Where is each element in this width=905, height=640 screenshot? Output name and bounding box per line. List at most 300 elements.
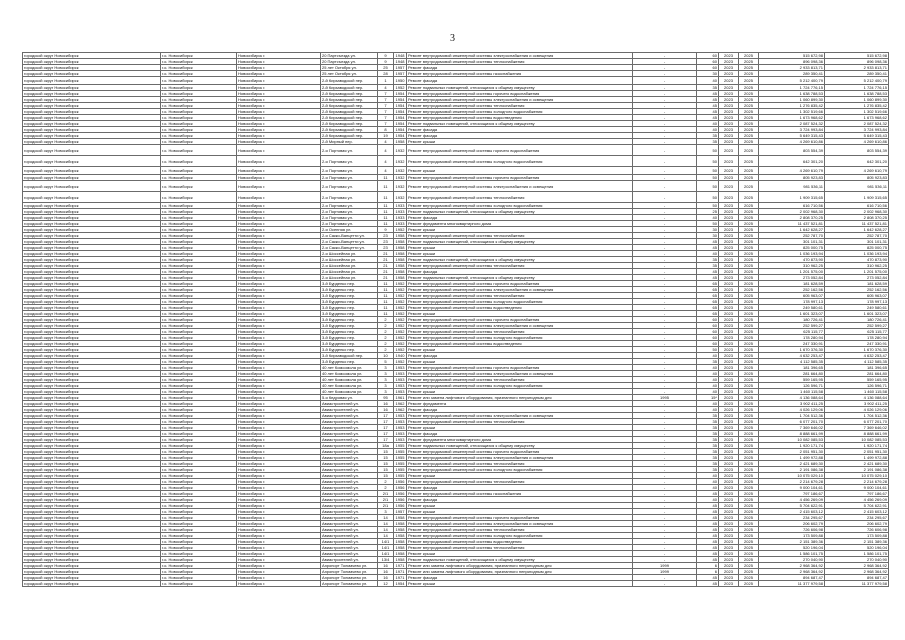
cost-cell: 1 673 968,62 <box>759 115 825 121</box>
year-cell: 1958 <box>394 251 407 257</box>
locality-cell: Новосибирск г. <box>237 133 321 139</box>
house-cell: 15 <box>378 449 394 455</box>
end-year-cell: 2025 <box>739 167 759 175</box>
total-cost-cell: 247 330,91 <box>825 341 889 347</box>
municipality-cell: городской округ Новосибирск <box>23 239 161 245</box>
lift-year-cell: - <box>633 431 697 437</box>
year-cell: 1932 <box>394 175 407 181</box>
lift-year-cell: - <box>633 115 697 121</box>
cost-cell: 4 269 610,86 <box>759 139 825 145</box>
house-cell: 21 <box>378 269 394 275</box>
house-cell: 3 <box>378 365 394 371</box>
year-cell: 1958 <box>394 233 407 239</box>
term-cell: 45 <box>697 557 719 563</box>
municipality-cell: городской округ Новосибирск <box>23 145 161 156</box>
year-cell: 1952 <box>394 299 407 305</box>
total-cost-cell: 1 670 376,30 <box>825 347 889 353</box>
end-year-cell: 2025 <box>739 455 759 461</box>
district-cell: г.о. Новосибирск <box>161 167 237 175</box>
work-type-cell: Ремонт внутридомовой инженерной системы теплоснабжения <box>407 103 633 109</box>
total-cost-cell: 252 599,27 <box>825 323 889 329</box>
term-cell: 45 <box>697 539 719 545</box>
street-cell: 3-й Бурденко пер. <box>321 323 378 329</box>
work-type-cell: Ремонт внутридомовой инженерной системы электроснабжения и освещения <box>407 455 633 461</box>
cost-cell: 2 421 689,30 <box>759 461 825 467</box>
street-cell: Авиастроителей ул. <box>321 503 378 509</box>
year-cell: 1956 <box>394 497 407 503</box>
municipality-cell: городской округ Новосибирск <box>23 156 161 167</box>
total-cost-cell: 616 710,56 <box>825 203 889 209</box>
term-cell: 60 <box>697 323 719 329</box>
municipality-cell: городской округ Новосибирск <box>23 557 161 563</box>
start-year-cell: 2023 <box>719 341 739 347</box>
term-cell: 35 <box>697 437 719 443</box>
work-type-cell: Ремонт подвальных помещений, относящихся к общему имуществу <box>407 443 633 449</box>
work-type-cell: Ремонт внутридомовой инженерной системы холодного водоснабжения <box>407 383 633 389</box>
start-year-cell: 2023 <box>719 401 739 407</box>
end-year-cell: 2025 <box>739 401 759 407</box>
end-year-cell: 2025 <box>739 233 759 239</box>
house-cell: 2 <box>378 335 394 341</box>
work-type-cell: Ремонт крыши <box>407 359 633 365</box>
start-year-cell: 2023 <box>719 233 739 239</box>
municipality-cell: городской округ Новосибирск <box>23 251 161 257</box>
total-cost-cell: 726 606,98 <box>825 527 889 533</box>
total-cost-cell: 206 602,79 <box>825 521 889 527</box>
municipality-cell: городской округ Новосибирск <box>23 515 161 521</box>
end-year-cell: 2025 <box>739 431 759 437</box>
term-cell: 40 <box>697 383 719 389</box>
district-cell: г.о. Новосибирск <box>161 497 237 503</box>
house-cell: 7 <box>378 103 394 109</box>
locality-cell: Новосибирск г. <box>237 181 321 192</box>
municipality-cell: городской округ Новосибирск <box>23 509 161 515</box>
end-year-cell: 2025 <box>739 359 759 365</box>
term-cell: 40 <box>697 401 719 407</box>
work-type-cell: Ремонт внутридомовой инженерной системы водоотведения <box>407 341 633 347</box>
term-cell: 35 <box>697 139 719 145</box>
term-cell: 45 <box>697 545 719 551</box>
locality-cell: Новосибирск г. <box>237 545 321 551</box>
cost-cell: 605 963,07 <box>759 293 825 299</box>
year-cell: 1953 <box>394 377 407 383</box>
district-cell: г.о. Новосибирск <box>161 233 237 239</box>
total-cost-cell: 1 460 115,58 <box>825 389 889 395</box>
work-type-cell: Ремонт фасада <box>407 127 633 133</box>
year-cell: 1952 <box>394 341 407 347</box>
end-year-cell: 2025 <box>739 533 759 539</box>
house-cell: 11 <box>378 215 394 221</box>
work-type-cell: Ремонт фасада <box>407 431 633 437</box>
start-year-cell: 2023 <box>719 77 739 85</box>
start-year-cell: 2023 <box>719 455 739 461</box>
total-cost-cell: 1 920 171,74 <box>825 443 889 449</box>
lift-year-cell: - <box>633 175 697 181</box>
start-year-cell: 2023 <box>719 521 739 527</box>
lift-year-cell: - <box>633 497 697 503</box>
district-cell: г.о. Новосибирск <box>161 145 237 156</box>
start-year-cell: 2023 <box>719 311 739 317</box>
municipality-cell: городской округ Новосибирск <box>23 449 161 455</box>
total-cost-cell: 605 963,07 <box>825 293 889 299</box>
end-year-cell: 2025 <box>739 299 759 305</box>
work-type-cell: Ремонт фасада <box>407 215 633 221</box>
term-cell: 40 <box>697 127 719 133</box>
cost-cell: 289 350,41 <box>759 71 825 77</box>
total-cost-cell: 805 923,83 <box>825 175 889 181</box>
term-cell: 60 <box>697 59 719 65</box>
total-cost-cell: 1 724 776,15 <box>825 85 889 91</box>
start-year-cell: 2023 <box>719 85 739 91</box>
house-cell: 11 <box>378 281 394 287</box>
total-cost-cell: 894 687,47 <box>825 575 889 581</box>
district-cell: г.о. Новосибирск <box>161 473 237 479</box>
locality-cell: Новосибирск г. <box>237 53 321 59</box>
end-year-cell: 2025 <box>739 181 759 192</box>
year-cell: 1952 <box>394 227 407 233</box>
municipality-cell: городской округ Новосибирск <box>23 299 161 305</box>
term-cell: 35 <box>697 419 719 425</box>
term-cell: 50 <box>697 175 719 181</box>
total-cost-cell: 1 642 628,27 <box>825 227 889 233</box>
total-cost-cell: 1 036 193,94 <box>825 251 889 257</box>
house-cell: 13/4 <box>378 557 394 563</box>
municipality-cell: городской округ Новосибирск <box>23 203 161 209</box>
lift-year-cell: - <box>633 377 697 383</box>
work-type-cell: Ремонт фасада <box>407 575 633 581</box>
term-cell: 40 <box>697 497 719 503</box>
district-cell: г.о. Новосибирск <box>161 575 237 581</box>
total-cost-cell: 1 276 835,42 <box>825 103 889 109</box>
year-cell: 1956 <box>394 503 407 509</box>
start-year-cell: 2023 <box>719 335 739 341</box>
municipality-cell: городской округ Новосибирск <box>23 209 161 215</box>
term-cell: 65 <box>697 311 719 317</box>
locality-cell: Новосибирск г. <box>237 245 321 251</box>
work-type-cell: Ремонт или замена лифтового оборудования, признанного непригодным для <box>407 569 633 575</box>
year-cell: 1955 <box>394 443 407 449</box>
district-cell: г.о. Новосибирск <box>161 389 237 395</box>
term-cell: 40 <box>697 473 719 479</box>
street-cell: Авиастроителей ул. <box>321 551 378 557</box>
house-cell: 7 <box>378 91 394 97</box>
term-cell: 60 <box>697 335 719 341</box>
end-year-cell: 2025 <box>739 581 759 587</box>
municipality-cell: городской округ Новосибирск <box>23 59 161 65</box>
total-cost-cell: 470 873,90 <box>825 257 889 263</box>
cost-cell: 616 710,56 <box>759 203 825 209</box>
cost-cell: 4 136 088,64 <box>759 395 825 401</box>
term-cell: 35 <box>697 257 719 263</box>
start-year-cell: 2023 <box>719 209 739 215</box>
year-cell: 1953 <box>394 389 407 395</box>
district-cell: г.о. Новосибирск <box>161 569 237 575</box>
start-year-cell: 2023 <box>719 461 739 467</box>
lift-year-cell: - <box>633 139 697 145</box>
year-cell: 1950 <box>394 77 407 85</box>
street-cell: Авиастроителей ул. <box>321 491 378 497</box>
municipality-cell: городской округ Новосибирск <box>23 115 161 121</box>
end-year-cell: 2025 <box>739 59 759 65</box>
term-cell: 35 <box>697 431 719 437</box>
street-cell: 2-й Кирзаводской пер. <box>321 127 378 133</box>
house-cell: 14/1 <box>378 551 394 557</box>
locality-cell: Новосибирск г. <box>237 419 321 425</box>
district-cell: г.о. Новосибирск <box>161 115 237 121</box>
locality-cell: Новосибирск г. <box>237 575 321 581</box>
year-cell: 1932 <box>394 145 407 156</box>
municipality-cell: городской округ Новосибирск <box>23 323 161 329</box>
house-cell: 3 <box>378 509 394 515</box>
street-cell: 2-й Кирзаводской пер. <box>321 85 378 91</box>
locality-cell: Новосибирск г. <box>237 389 321 395</box>
year-cell: 1961 <box>394 395 407 401</box>
locality-cell: Новосибирск г. <box>237 485 321 491</box>
locality-cell: Новосибирск г. <box>237 515 321 521</box>
start-year-cell: 2023 <box>719 425 739 431</box>
start-year-cell: 2023 <box>719 109 739 115</box>
street-cell: Авиастроителей ул. <box>321 497 378 503</box>
cost-cell: 2 151 389,36 <box>759 539 825 545</box>
total-cost-cell: 2 191 086,38 <box>825 467 889 473</box>
end-year-cell: 2025 <box>739 509 759 515</box>
work-type-cell: Ремонт крыши <box>407 509 633 515</box>
start-year-cell: 2023 <box>719 449 739 455</box>
locality-cell: Новосибирск г. <box>237 71 321 77</box>
municipality-cell: городской округ Новосибирск <box>23 317 161 323</box>
district-cell: г.о. Новосибирск <box>161 461 237 467</box>
total-cost-cell: 2 415 603,12 <box>825 509 889 515</box>
lift-year-cell: - <box>633 503 697 509</box>
district-cell: г.о. Новосибирск <box>161 239 237 245</box>
locality-cell: Новосибирск г. <box>237 395 321 401</box>
municipality-cell: городской округ Новосибирск <box>23 551 161 557</box>
end-year-cell: 2025 <box>739 323 759 329</box>
year-cell: 1953 <box>394 365 407 371</box>
municipality-cell: городской округ Новосибирск <box>23 581 161 587</box>
year-cell: 1948 <box>394 53 407 59</box>
work-type-cell: Ремонт или замена лифтового оборудования, признанного непригодным для <box>407 563 633 569</box>
term-cell: 40 <box>697 389 719 395</box>
house-cell: 2/1 <box>378 497 394 503</box>
cost-cell: 2 933 813,71 <box>759 65 825 71</box>
total-cost-cell: 825 000,75 <box>825 245 889 251</box>
cost-cell: 1 302 519,66 <box>759 109 825 115</box>
total-cost-cell: 1 201 575,00 <box>825 269 889 275</box>
end-year-cell: 2025 <box>739 437 759 443</box>
start-year-cell: 2023 <box>719 491 739 497</box>
start-year-cell: 2023 <box>719 509 739 515</box>
end-year-cell: 2025 <box>739 371 759 377</box>
locality-cell: Новосибирск г. <box>237 239 321 245</box>
end-year-cell: 2025 <box>739 53 759 59</box>
cost-cell: 1 060 899,30 <box>759 97 825 103</box>
term-cell: 35 <box>697 425 719 431</box>
lift-year-cell: - <box>633 545 697 551</box>
lift-year-cell: - <box>633 257 697 263</box>
lift-year-cell: - <box>633 353 697 359</box>
work-type-cell: Ремонт внутридомовой инженерной системы теплоснабжения <box>407 377 633 383</box>
term-cell: 45 <box>697 503 719 509</box>
start-year-cell: 2023 <box>719 503 739 509</box>
total-cost-cell: 896 098,36 <box>825 59 889 65</box>
work-type-cell: Ремонт крыши <box>407 389 633 395</box>
work-type-cell: Ремонт внутридомовой инженерной системы холодного водоснабжения <box>407 203 633 209</box>
locality-cell: Новосибирск г. <box>237 85 321 91</box>
cost-cell: 1 201 575,00 <box>759 269 825 275</box>
house-cell: 10 <box>378 353 394 359</box>
locality-cell: Новосибирск г. <box>237 329 321 335</box>
total-cost-cell: 234 295,67 <box>825 515 889 521</box>
street-cell: Авиастроителей ул. <box>321 521 378 527</box>
term-cell: 60 <box>697 65 719 71</box>
term-cell: 40 <box>697 121 719 127</box>
lift-year-cell: - <box>633 365 697 371</box>
locality-cell: Новосибирск г. <box>237 335 321 341</box>
work-type-cell: Ремонт подвальных помещений, относящихся к общему имуществу <box>407 209 633 215</box>
municipality-cell: городской округ Новосибирск <box>23 233 161 239</box>
year-cell: 1957 <box>394 509 407 515</box>
house-cell: 2/1 <box>378 503 394 509</box>
cost-cell: 825 000,75 <box>759 245 825 251</box>
street-cell: Авиастроителей ул. <box>321 431 378 437</box>
term-cell: 35 <box>697 449 719 455</box>
term-cell: 40 <box>697 365 719 371</box>
house-cell: 95 <box>378 395 394 401</box>
house-cell: 7 <box>378 115 394 121</box>
street-cell: Авиастроителей ул. <box>321 425 378 431</box>
total-cost-cell: 2 933 813,71 <box>825 65 889 71</box>
year-cell: 1933 <box>394 215 407 221</box>
year-cell: 1952 <box>394 281 407 287</box>
work-type-cell: Ремонт внутридомовой инженерной системы горячего водоснабжения <box>407 449 633 455</box>
lift-year-cell: - <box>633 341 697 347</box>
lift-year-cell: - <box>633 389 697 395</box>
locality-cell: Новосибирск г. <box>237 203 321 209</box>
district-cell: г.о. Новосибирск <box>161 521 237 527</box>
total-cost-cell: 310 962,25 <box>825 263 889 269</box>
work-type-cell: Ремонт внутридомовой инженерной системы водоотведения <box>407 539 633 545</box>
municipality-cell: городской округ Новосибирск <box>23 275 161 281</box>
house-cell: 12 <box>378 581 394 587</box>
municipality-cell: городской округ Новосибирск <box>23 181 161 192</box>
year-cell: 1953 <box>394 437 407 443</box>
street-cell: 25 лет Октября ул. <box>321 65 378 71</box>
district-cell: г.о. Новосибирск <box>161 419 237 425</box>
term-cell: 35 <box>697 443 719 449</box>
district-cell: г.о. Новосибирск <box>161 245 237 251</box>
house-cell: 17 <box>378 425 394 431</box>
year-cell: 1958 <box>394 533 407 539</box>
municipality-cell: городской округ Новосибирск <box>23 97 161 103</box>
cost-cell: 726 606,98 <box>759 527 825 533</box>
total-cost-cell: 181 628,59 <box>825 281 889 287</box>
year-cell: 1958 <box>394 515 407 521</box>
work-type-cell: Ремонт внутридомовой инженерной системы электроснабжения и освещения <box>407 371 633 377</box>
street-cell: Аэропорт Толмачево ул. <box>321 581 378 587</box>
cost-cell: 1 638 788,53 <box>759 91 825 97</box>
cost-cell: 1 704 512,36 <box>759 413 825 419</box>
house-cell: 3 <box>378 389 394 395</box>
work-type-cell: Ремонт внутридомовой инженерной системы теплоснабжения <box>407 479 633 485</box>
cost-cell: 2 968 364,92 <box>759 563 825 569</box>
cost-cell: 252 787,70 <box>759 233 825 239</box>
house-cell: 14/1 <box>378 545 394 551</box>
house-cell: 2 <box>378 341 394 347</box>
year-cell: 1932 <box>394 156 407 167</box>
locality-cell: Новосибирск г. <box>237 407 321 413</box>
locality-cell: Новосибирск г. <box>237 479 321 485</box>
end-year-cell: 2025 <box>739 449 759 455</box>
house-cell: 11 <box>378 209 394 215</box>
house-cell: 11 <box>378 287 394 293</box>
end-year-cell: 2025 <box>739 275 759 281</box>
start-year-cell: 2023 <box>719 419 739 425</box>
district-cell: г.о. Новосибирск <box>161 53 237 59</box>
municipality-cell: городской округ Новосибирск <box>23 437 161 443</box>
start-year-cell: 2023 <box>719 251 739 257</box>
start-year-cell: 2023 <box>719 192 739 203</box>
locality-cell: Новосибирск г. <box>237 539 321 545</box>
street-cell: Авиастроителей ул. <box>321 467 378 473</box>
municipality-cell: городской округ Новосибирск <box>23 353 161 359</box>
district-cell: г.о. Новосибирск <box>161 77 237 85</box>
year-cell: 1958 <box>394 239 407 245</box>
cost-cell: 234 295,67 <box>759 515 825 521</box>
lift-year-cell: - <box>633 335 697 341</box>
municipality-cell: городской округ Новосибирск <box>23 85 161 91</box>
cost-cell: 642 301,20 <box>759 156 825 167</box>
term-cell: 40 <box>697 215 719 221</box>
end-year-cell: 2025 <box>739 115 759 121</box>
work-type-cell: Ремонт крыши <box>407 347 633 353</box>
district-cell: г.о. Новосибирск <box>161 485 237 491</box>
locality-cell: Новосибирск г. <box>237 491 321 497</box>
lift-year-cell: - <box>633 251 697 257</box>
work-type-cell: Ремонт подвальных помещений, относящихся к общему имуществу <box>407 557 633 563</box>
cost-cell: 178 280,94 <box>759 335 825 341</box>
start-year-cell: 2023 <box>719 467 739 473</box>
start-year-cell: 2023 <box>719 53 739 59</box>
house-cell: 3 <box>378 377 394 383</box>
cost-cell: 2 087 524,32 <box>759 121 825 127</box>
work-type-cell: Ремонт фасада <box>407 65 633 71</box>
lift-year-cell: - <box>633 437 697 443</box>
district-cell: г.о. Новосибирск <box>161 281 237 287</box>
street-cell: 2-й Кирзаводской пер. <box>321 115 378 121</box>
lift-year-cell: - <box>633 329 697 335</box>
locality-cell: Новосибирск г. <box>237 497 321 503</box>
start-year-cell: 2023 <box>719 263 739 269</box>
cost-cell: 6 077 201,70 <box>759 419 825 425</box>
capital-repair-table-container <box>22 52 888 587</box>
total-cost-cell: 2 214 679,28 <box>825 479 889 485</box>
municipality-cell: городской округ Новосибирск <box>23 407 161 413</box>
house-cell: 16 <box>378 401 394 407</box>
term-cell: 45 <box>697 269 719 275</box>
district-cell: г.о. Новосибирск <box>161 139 237 145</box>
cost-cell: 11 437 521,81 <box>759 221 825 227</box>
work-type-cell: Ремонт внутридомовой инженерной системы горячего водоснабжения <box>407 91 633 97</box>
locality-cell: Новосибирск г. <box>237 109 321 115</box>
locality-cell: Новосибирск г. <box>237 581 321 587</box>
district-cell: г.о. Новосибирск <box>161 251 237 257</box>
locality-cell: Новосибирск г. <box>237 221 321 227</box>
total-cost-cell: 3 724 993,84 <box>825 127 889 133</box>
end-year-cell: 2025 <box>739 293 759 299</box>
start-year-cell: 2023 <box>719 329 739 335</box>
total-cost-cell: 1 499 972,88 <box>825 455 889 461</box>
